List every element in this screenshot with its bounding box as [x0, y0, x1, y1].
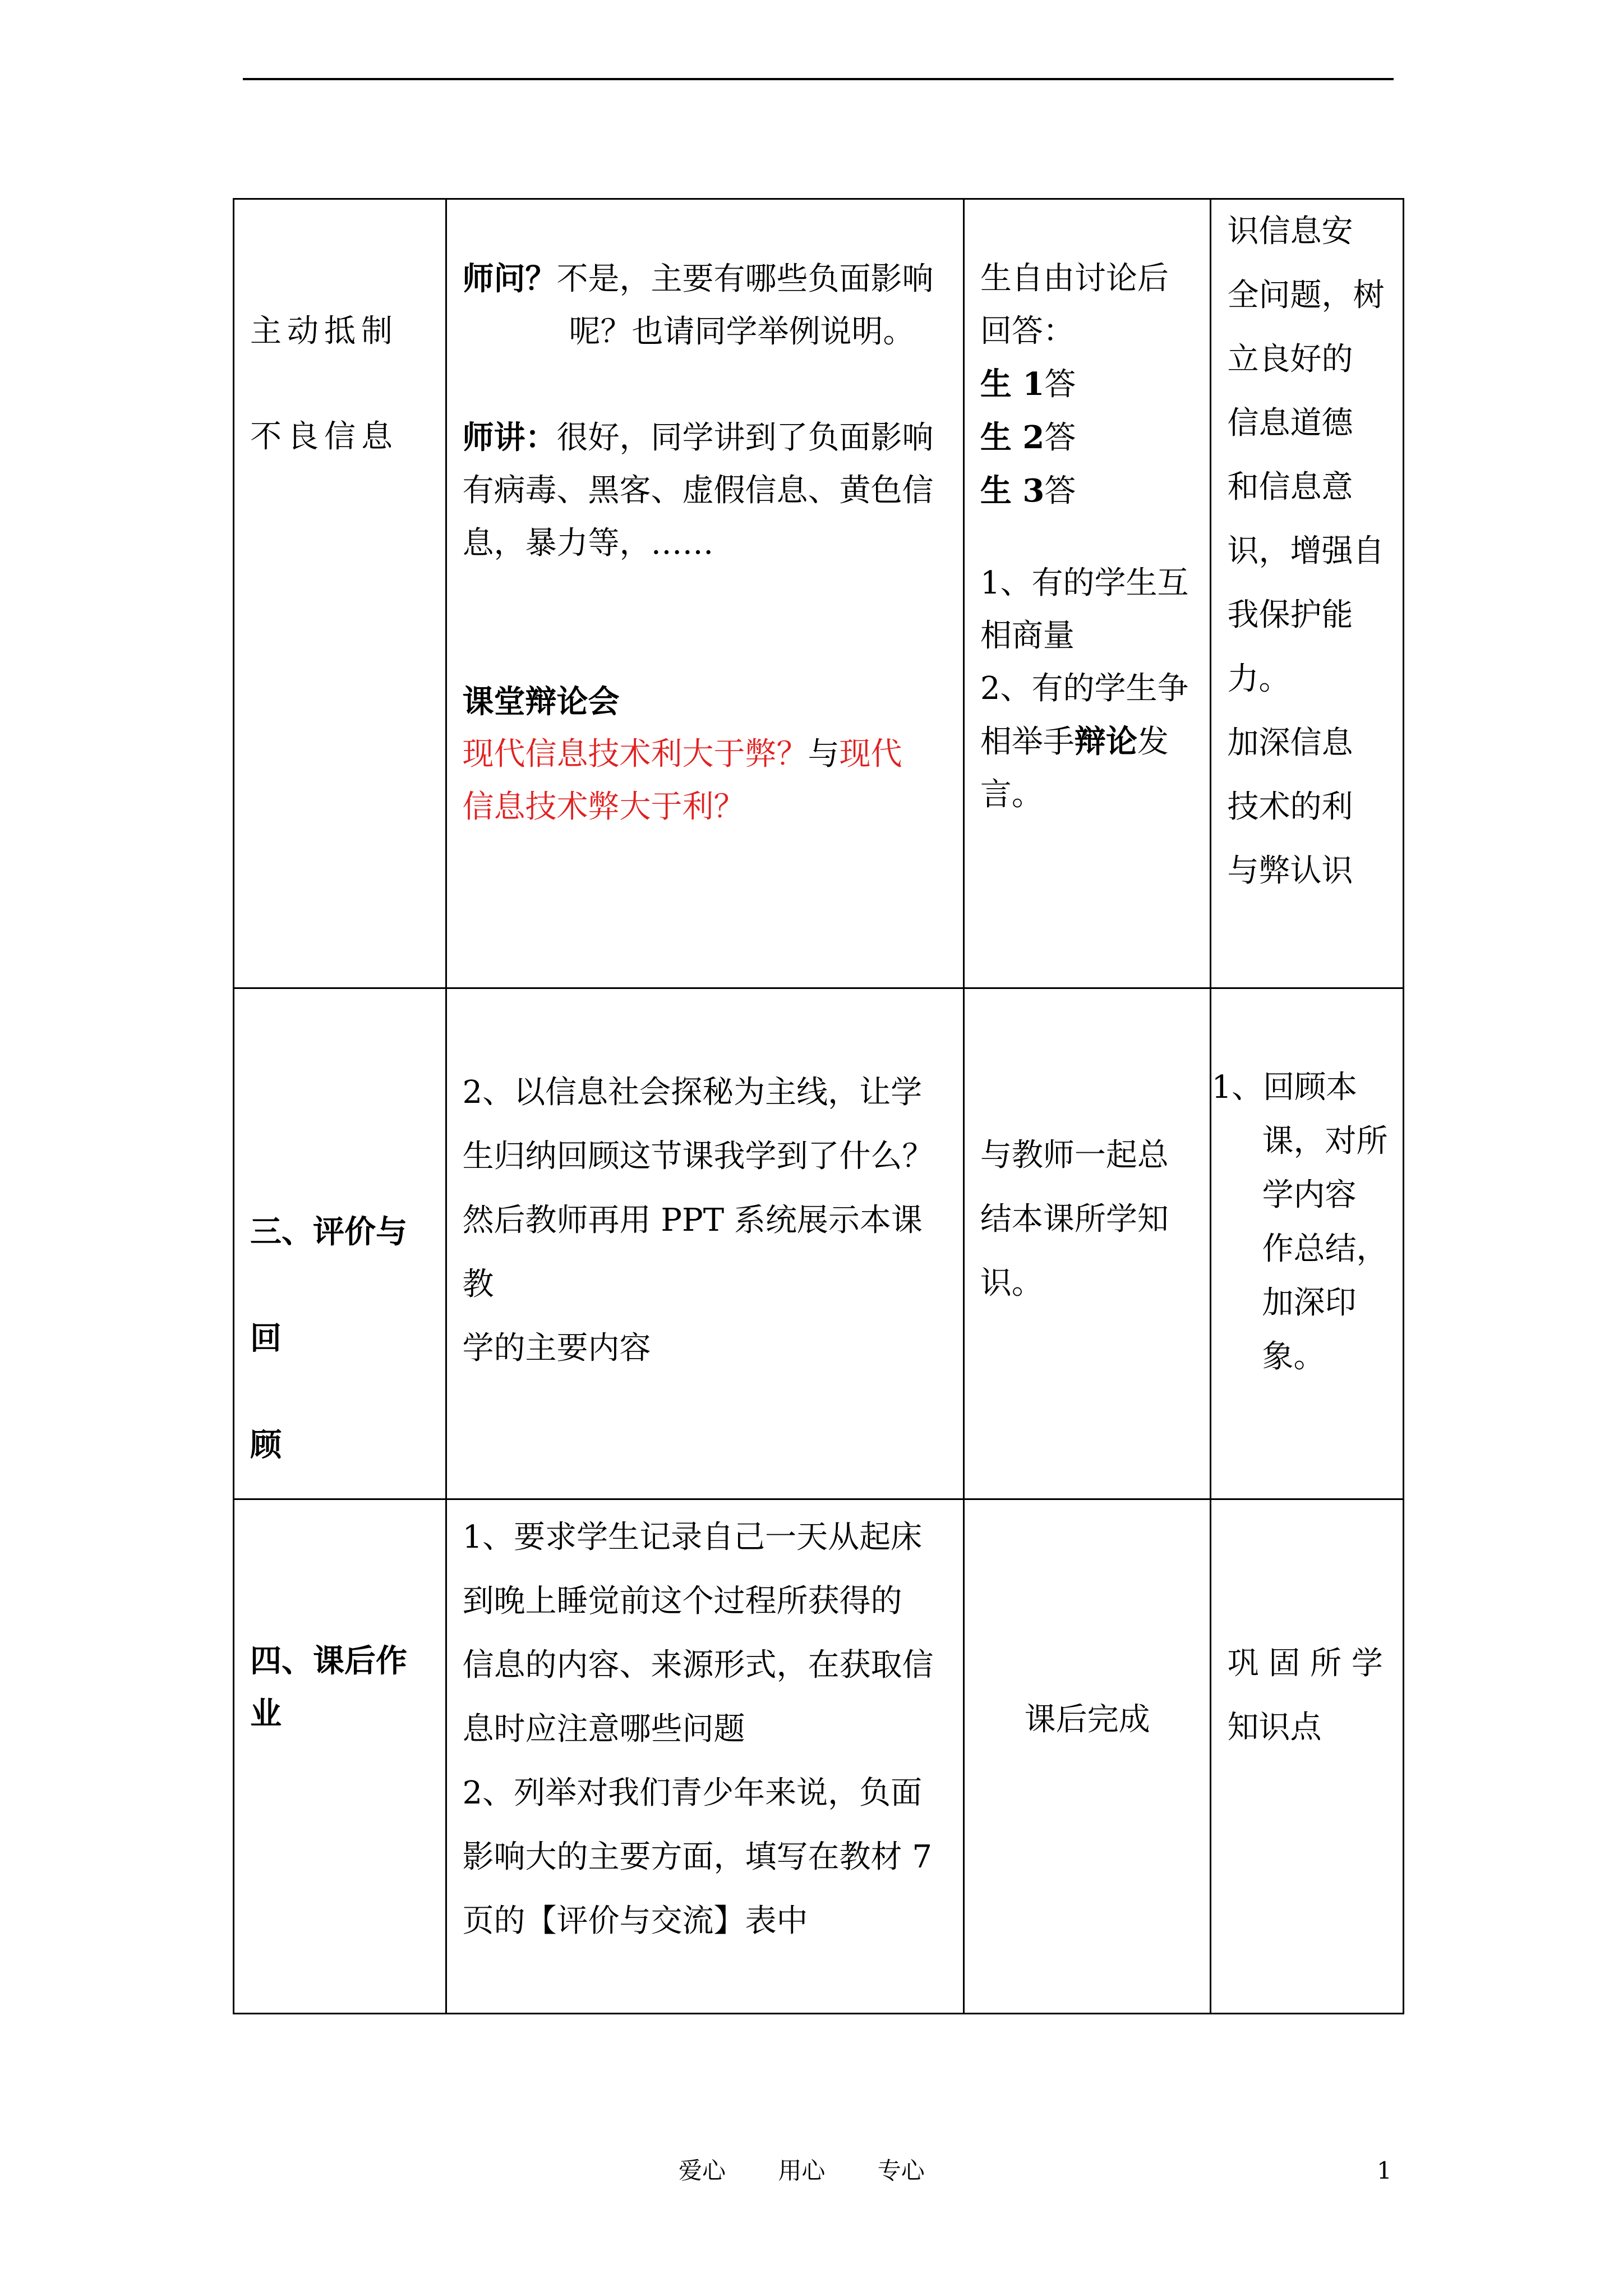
footer-motto [679, 2154, 970, 2188]
page-number: 1 [1377, 2157, 1392, 2184]
intent-line: 加深信息 [1227, 725, 1353, 761]
student-activity-cell [963, 199, 1211, 988]
teacher-line: 1、要求学生记录自己一天从起床 [462, 1519, 923, 1556]
intent-line: 全问题，树 [1227, 277, 1385, 314]
intent-line: 知识点 [1227, 1709, 1322, 1746]
teacher-line: 到晚上睡觉前这个过程所获得的 [462, 1583, 902, 1619]
header-rule [243, 78, 1394, 80]
teacher-activity-cell [446, 199, 963, 988]
student-line: 课后完成 [1024, 1701, 1150, 1738]
intent-line: 象。 [1262, 1338, 1325, 1375]
teacher-line: 息时应注意哪些问题 [462, 1711, 745, 1747]
intent-line: 课，对所 [1262, 1123, 1388, 1159]
student-line: 生自由讨论后 [980, 260, 1169, 297]
student-answer-label: 生 3 [980, 472, 1045, 509]
student-answer-label: 生 1 [980, 366, 1045, 403]
section-line: 三、评价与回 [250, 1213, 407, 1357]
teacher-talk [463, 411, 952, 464]
intent-line: 巩 固 所 学 [1227, 1645, 1383, 1682]
student-answer [980, 358, 1199, 411]
student-answer [980, 464, 1199, 518]
section-cell [234, 1499, 446, 2014]
intent-line: 与弊认识 [1227, 853, 1353, 889]
footer-motto-word: 用心 [778, 2157, 826, 2184]
intent-line: 我保护能 [1227, 597, 1353, 633]
intent-line: 作总结， [1262, 1231, 1388, 1267]
student-answer [980, 411, 1199, 464]
teacher-line: 2、以信息社会探秘为主线，让学 [462, 1074, 923, 1111]
teacher-line: 2、列举对我们青少年来说，负面 [462, 1775, 923, 1811]
student-activity-cell [963, 1499, 1211, 2014]
teacher-talk-text-3: 息，暴力等，…… [462, 525, 714, 562]
teacher-question-text-2: 呢？也请同学举例说明。 [569, 314, 915, 350]
student-activity-cell [963, 988, 1211, 1499]
table-row [234, 1499, 1404, 2014]
intent-line: 立良好的 [1227, 341, 1353, 378]
debate-title: 课堂辩论会 [462, 683, 620, 720]
intent-cell [1211, 199, 1404, 988]
intent-line: 力。 [1227, 661, 1290, 697]
student-keyword: 辩论 [1074, 723, 1137, 760]
teacher-line: 生归纳回顾这节课我学到了什么？ [462, 1138, 934, 1175]
debate-topic [463, 728, 952, 781]
teacher-line: 信息的内容、来源形式，在获取信 [462, 1647, 934, 1683]
teacher-talk-text-2: 有病毒、黑客、虚假信息、黄色信 [462, 472, 934, 509]
teacher-activity-cell [446, 1499, 963, 2014]
intent-line: 技术的利 [1227, 789, 1353, 825]
teacher-question-text: 不是，主要有哪些负面影响 [556, 261, 934, 297]
student-line: 1、有的学生互 [980, 565, 1189, 601]
table-row [234, 199, 1404, 988]
intent-cell [1211, 988, 1404, 1499]
intent-line: 信息道德 [1227, 405, 1353, 441]
student-line: 回答： [980, 313, 1075, 349]
student-line: 与教师一起总 [980, 1137, 1169, 1174]
teacher-talk-text: 很好，同学讲到了负面影响 [556, 420, 934, 456]
footer-motto-word: 专心 [877, 2157, 925, 2184]
section-line: 主动抵制 [250, 313, 398, 349]
teacher-line: 页的【评价与交流】表中 [462, 1903, 808, 1939]
intent-line: 识信息安 [1227, 213, 1353, 250]
section-cell [234, 199, 446, 988]
student-line: 相举手辩论发 [980, 723, 1169, 760]
student-line: 结本课所学知 [980, 1201, 1169, 1237]
student-line: 相商量 [980, 618, 1075, 654]
teacher-line: 学的主要内容 [462, 1330, 651, 1366]
student-line: 言。 [980, 776, 1043, 813]
student-line: 2、有的学生争 [980, 670, 1189, 707]
debate-connector: 与 [808, 736, 840, 772]
debate-topic-b: 现代 [839, 736, 902, 772]
teacher-line: 然后教师再用 PPT 系统展示本课教 [462, 1202, 923, 1303]
section-line: 顾 [250, 1427, 282, 1464]
intent-line: 学内容 [1262, 1177, 1357, 1213]
lesson-plan-table [233, 198, 1404, 2014]
teacher-activity-cell [446, 988, 963, 1499]
section-line: 四、课后作业 [250, 1642, 407, 1732]
student-answer-label: 生 2 [980, 419, 1045, 456]
intent-line: 和信息意 [1227, 469, 1353, 505]
student-line: 识。 [980, 1265, 1043, 1301]
teacher-question-label: 师问？ [462, 260, 557, 297]
student-answer-text: 答 [1044, 473, 1076, 509]
teacher-question [463, 252, 952, 306]
table-row [234, 988, 1404, 1499]
intent-line: 1、回顾本 [1211, 1069, 1358, 1106]
intent-line: 加深印 [1262, 1285, 1357, 1321]
debate-topic-a: 现代信息技术利大于弊？ [462, 736, 808, 772]
section-cell [234, 988, 446, 1499]
intent-cell [1211, 1499, 1404, 2014]
debate-topic-b-2: 信息技术弊大于利？ [462, 789, 745, 825]
section-line: 不良信息 [250, 418, 398, 455]
teacher-line: 影响大的主要方面，填写在教材 7 [462, 1839, 932, 1875]
student-answer-text: 答 [1044, 366, 1076, 403]
intent-line: 识，增强自 [1227, 533, 1385, 569]
footer-motto-word: 爱心 [679, 2157, 726, 2184]
student-answer-text: 答 [1044, 420, 1076, 456]
teacher-talk-label: 师讲： [462, 419, 557, 456]
